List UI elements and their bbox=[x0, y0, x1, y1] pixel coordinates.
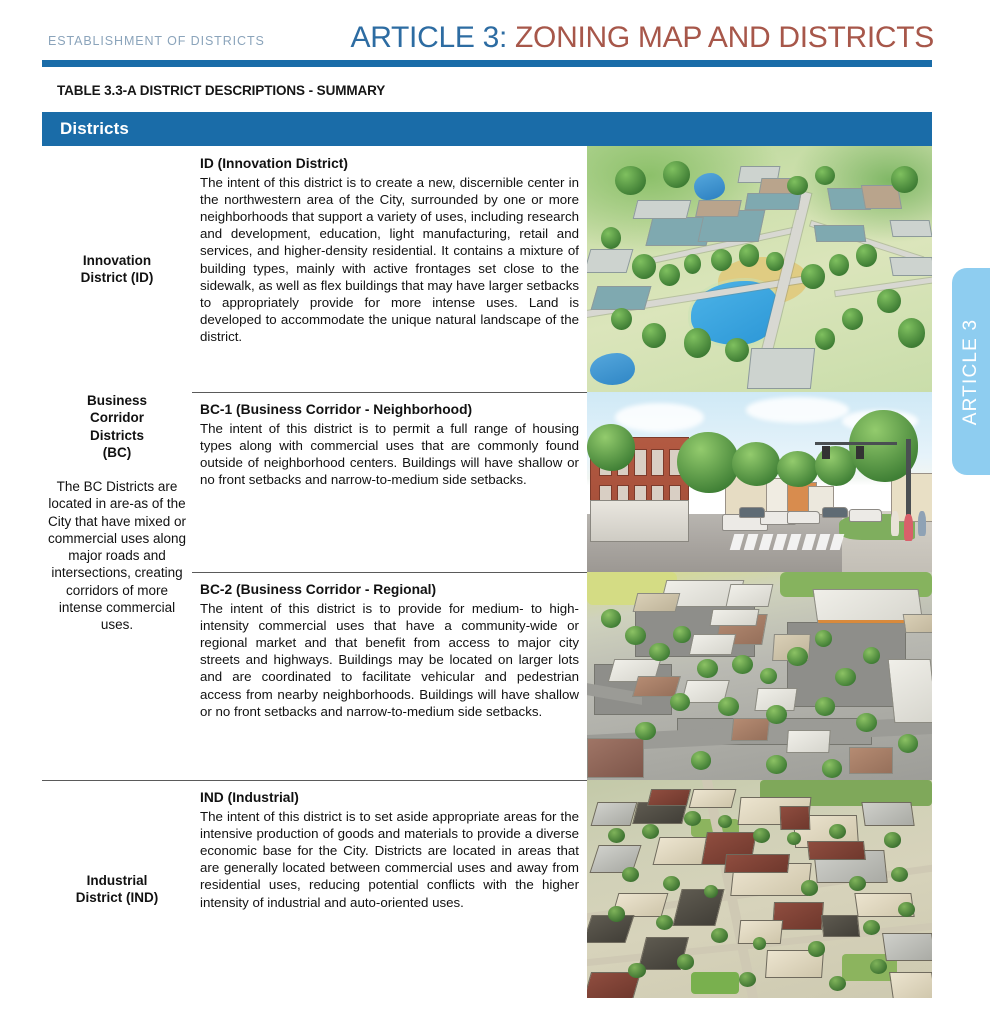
row-description-ind bbox=[192, 780, 587, 998]
table-caption: TABLE 3.3-A DISTRICT DESCRIPTIONS - SUMMARY bbox=[57, 83, 386, 98]
row-label-line-2: District (ID) bbox=[80, 270, 154, 285]
district-image-id bbox=[587, 146, 932, 392]
district-body-ind: The intent of this district is to set aside appropriate areas for the intensive production of goods and materials to provide a diverse economic base for the City. Districts are located in areas that are generally located between commercial uses and away from residential uses, reducing potential conflicts with the higher intensity of industrial and auto-oriented uses. bbox=[200, 808, 579, 910]
districts-table bbox=[42, 112, 932, 998]
row-label-line-1: Innovation bbox=[82, 252, 152, 268]
row-label-bc-description: The BC Districts are located in are-as of the City that have mixed or commercial uses along major roads and intersections, creating corridors of more intense commercial uses. bbox=[47, 479, 187, 633]
article-side-tab bbox=[952, 268, 990, 475]
running-head: ESTABLISHMENT OF DISTRICTS bbox=[48, 34, 265, 48]
row-label-line-1: Industrial bbox=[86, 872, 148, 888]
row-label-industrial-district bbox=[42, 780, 192, 998]
table-header-row bbox=[42, 112, 932, 146]
business-corridor-neighborhood-street-rendering bbox=[587, 392, 932, 572]
table-row bbox=[42, 780, 932, 998]
district-body-bc2: The intent of this district is to provide for medium- to high-intensity commercial uses that have a community-wide or regional market and that benefit from access to major city streets and highways. Buildings may be located on larger lots and are coordinated to facilitate vehicular and pedestrian access from nearby neighborhoods. Buildings will have shallow or no front setbacks and narrow-to-medium side setbacks. bbox=[200, 600, 579, 719]
district-title-bc2: BC-2 (Business Corridor - Regional) bbox=[200, 582, 437, 597]
row-label-line-2: Corridor bbox=[90, 410, 144, 426]
page-header bbox=[0, 0, 990, 70]
row-label-line-4: (BC) bbox=[102, 444, 132, 460]
table-row bbox=[42, 146, 932, 392]
article-number: ARTICLE 3: bbox=[350, 21, 507, 54]
row-label-line-3: Districts bbox=[89, 427, 145, 443]
district-image-ind bbox=[587, 780, 932, 998]
page-title bbox=[350, 21, 934, 55]
district-image-bc2 bbox=[587, 572, 932, 780]
article-side-tab-label: ARTICLE 3 bbox=[960, 318, 981, 425]
business-corridor-regional-aerial-rendering bbox=[587, 572, 932, 780]
row-label-line-2: District (IND) bbox=[75, 890, 159, 905]
industrial-district-aerial-rendering bbox=[587, 780, 932, 998]
crosswalk bbox=[730, 534, 845, 550]
district-title-ind: IND (Industrial) bbox=[200, 790, 299, 805]
row-label-line-1: Business bbox=[86, 393, 148, 408]
row-label-bc-title bbox=[46, 392, 188, 461]
row-description-id bbox=[192, 146, 587, 392]
article-name: ZONING MAP AND DISTRICTS bbox=[507, 21, 934, 54]
row-label-innovation-district bbox=[42, 146, 192, 392]
district-body-id: The intent of this district is to create a new, discernible center in the northwestern area of the City, surrounded by one or more neighborhoods that support a variety of uses, including research and development, education, light manufacturing, retail and services, and higher-density residential. It contains a mixture of building types, mainly with active frontages set close to the sidewalk, as well as flex buildings that may have larger setbacks to appropriately provide for more intense uses. Land is developed to accommodate the unique natural landscape of the district. bbox=[200, 174, 579, 345]
row-label-business-corridor bbox=[42, 392, 192, 633]
header-rule bbox=[42, 60, 932, 67]
district-title-bc1: BC-1 (Business Corridor - Neighborhood) bbox=[200, 402, 473, 417]
district-image-bc1 bbox=[587, 392, 932, 572]
table-header-districts: Districts bbox=[60, 119, 129, 138]
row-description-bc1 bbox=[192, 392, 587, 572]
district-body-bc1: The intent of this district is to permit a full range of housing types along with commercial uses that are commonly found outside of neighborhood centers. Buildings will have shallow or no front setbacks and narrow-to-medium side setbacks. bbox=[200, 420, 579, 488]
district-title-id: ID (Innovation District) bbox=[200, 156, 348, 171]
row-description-bc2 bbox=[192, 572, 587, 780]
innovation-district-aerial-rendering bbox=[587, 146, 932, 392]
